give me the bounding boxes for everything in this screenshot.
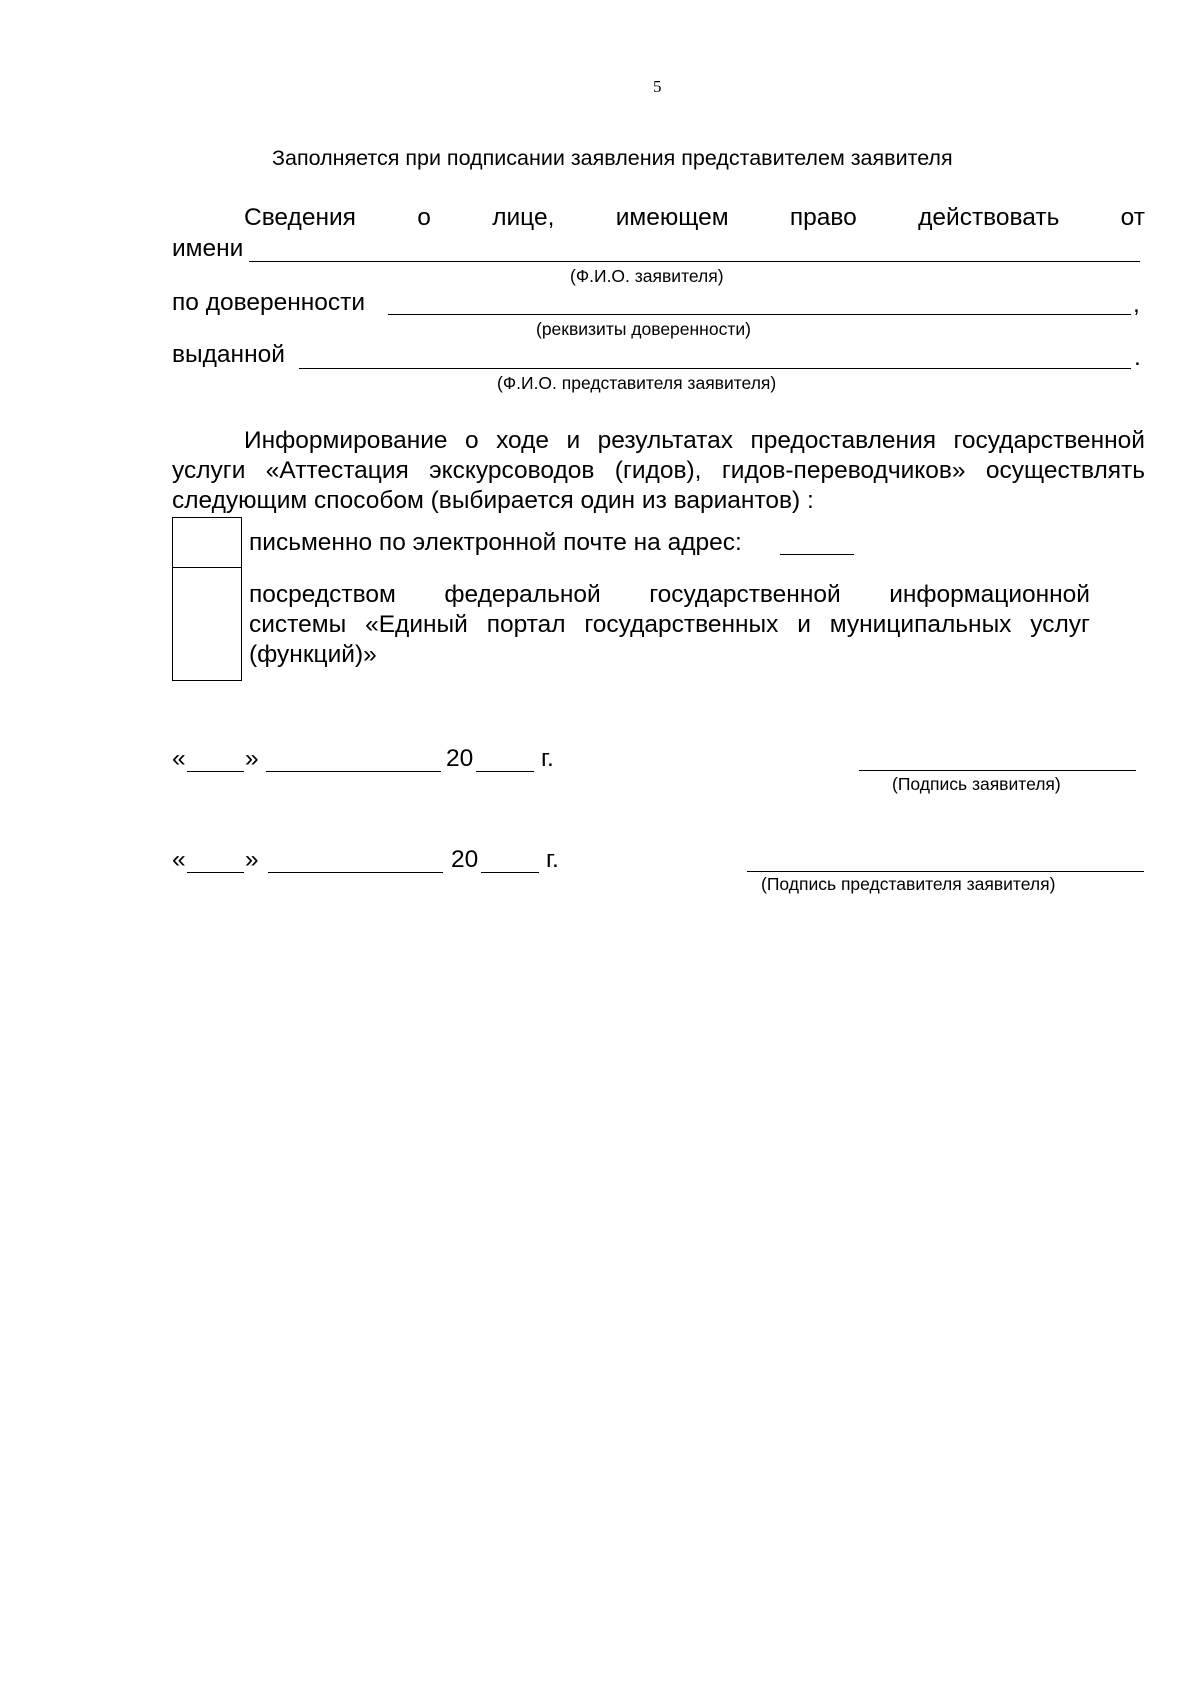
open-quote: «: [172, 846, 186, 873]
word: Информирование: [244, 427, 448, 454]
word: экскурсоводов: [429, 457, 595, 484]
word: ходе: [496, 427, 550, 454]
applicant-signature-field[interactable]: [859, 770, 1136, 771]
issued-prefix: выданной: [172, 341, 285, 368]
proxy-details-caption: (реквизиты доверенности): [536, 319, 751, 339]
word: государственных: [584, 611, 779, 638]
representative-name-field[interactable]: [299, 368, 1131, 369]
email-option-checkbox[interactable]: [172, 517, 242, 568]
day-field[interactable]: [187, 771, 244, 772]
word: и: [797, 611, 811, 638]
name-prefix: имени: [172, 235, 244, 262]
representative-name-caption: (Ф.И.О. представителя заявителя): [497, 373, 777, 393]
portal-option-last-line: (функций)»: [249, 641, 377, 668]
word: и: [566, 427, 581, 454]
word: предоставления: [750, 427, 937, 454]
word: право: [789, 204, 857, 231]
close-quote: »: [245, 846, 259, 873]
month-field[interactable]: [268, 872, 443, 873]
email-option-label: письменно по электронной почте на адрес:: [249, 529, 742, 556]
open-quote: «: [172, 745, 186, 772]
word: лице,: [492, 204, 555, 231]
word: действовать: [918, 204, 1060, 231]
word: услуг: [1030, 611, 1090, 638]
word: системы: [249, 611, 347, 638]
word: (гидов),: [614, 457, 702, 484]
year-suffix: г.: [546, 846, 559, 873]
word: гидов-переводчиков»: [721, 457, 966, 484]
page-number: 5: [653, 77, 662, 96]
word: имеющем: [615, 204, 729, 231]
applicant-name-caption: (Ф.И.О. заявителя): [570, 266, 724, 286]
word: услуги: [172, 457, 246, 484]
word: «Аттестация: [265, 457, 409, 484]
year-prefix: 20: [451, 846, 479, 873]
word: портал: [486, 611, 566, 638]
word: осуществлять: [985, 457, 1145, 484]
section-heading: Заполняется при подписании заявления представителем заявителя: [272, 146, 953, 170]
applicant-name-field[interactable]: [249, 261, 1140, 262]
proxy-prefix: по доверенности: [172, 289, 366, 316]
month-field[interactable]: [266, 771, 441, 772]
word: государственной: [953, 427, 1145, 454]
year-prefix: 20: [446, 745, 474, 772]
word: федеральной: [444, 581, 601, 608]
word: «Единый: [365, 611, 468, 638]
word: информационной: [889, 581, 1090, 608]
year-field[interactable]: [481, 872, 539, 873]
authority-first-line: [244, 204, 1145, 232]
year-suffix: г.: [541, 745, 554, 772]
word: Сведения: [244, 204, 356, 231]
word: посредством: [249, 581, 396, 608]
issued-suffix: .: [1134, 344, 1141, 371]
word: муниципальных: [829, 611, 1012, 638]
word: результатах: [597, 427, 733, 454]
word: от: [1120, 204, 1145, 231]
year-field[interactable]: [476, 771, 534, 772]
informing-last-line: следующим способом (выбирается один из вариантов) :: [172, 487, 814, 514]
close-quote: »: [245, 745, 259, 772]
portal-option-label: [249, 580, 1090, 670]
representative-signature-field[interactable]: [747, 871, 1144, 872]
email-address-field[interactable]: [780, 554, 854, 555]
day-field[interactable]: [187, 872, 244, 873]
informing-paragraph: [172, 426, 1145, 516]
word: о: [417, 204, 431, 231]
applicant-signature-caption: (Подпись заявителя): [892, 774, 1061, 794]
proxy-details-field[interactable]: [388, 314, 1131, 315]
word: о: [464, 427, 479, 454]
portal-option-checkbox[interactable]: [172, 567, 242, 681]
word: государственной: [649, 581, 841, 608]
proxy-suffix: ,: [1133, 291, 1140, 318]
representative-signature-caption: (Подпись представителя заявителя): [761, 874, 1056, 894]
